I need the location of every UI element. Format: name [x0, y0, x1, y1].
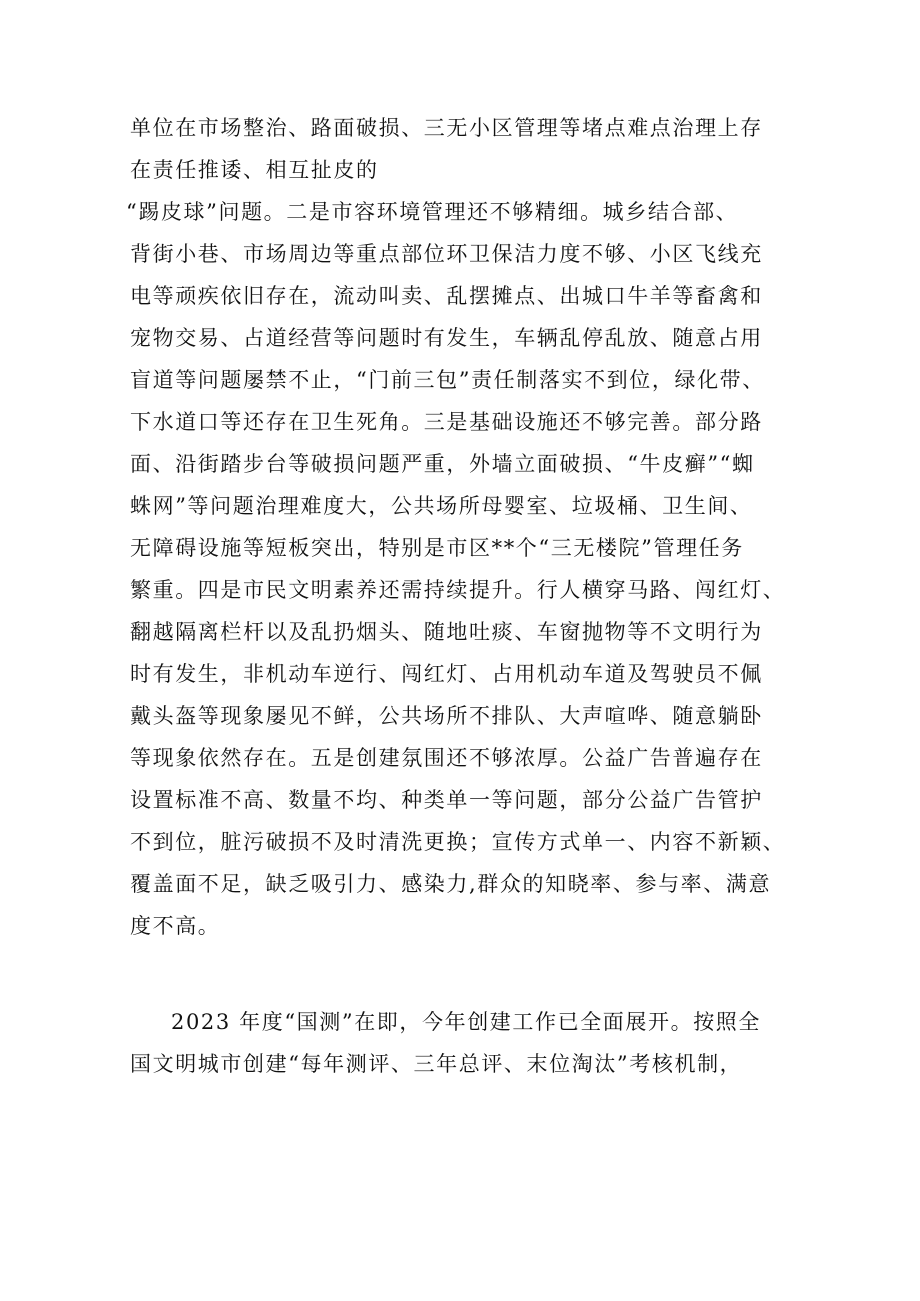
text-line-3: “踢皮球”问题。二是市容环境管理还不够精细。城乡结合部、	[126, 200, 739, 224]
text-line-10: 蛛网”等问题治理难度大，公共场所母婴室、垃圾桶、卫生间、	[130, 494, 753, 518]
text-line-14: 时有发生，非机动车逆行、闯红灯、占用机动车道及驾驶员不佩	[130, 662, 763, 686]
text-line-2: 在责任推诿、相互扯皮的	[130, 158, 379, 182]
text-line-5: 电等顽疾依旧存在，流动叫卖、乱摆摊点、出城口牛羊等畜禽和	[130, 284, 763, 308]
text-line-15: 戴头盔等现象屡见不鲜，公共场所不排队、大声喧哗、随意躺卧	[130, 704, 763, 728]
text-line-22: 国文明城市创建“每年测评、三年总评、末位淘汰”考核机制，	[130, 1052, 743, 1076]
text-line-20: 度不高。	[130, 914, 221, 938]
text-line-17: 设置标准不高、数量不均、种类单一等问题，部分公益广告管护	[130, 788, 763, 812]
text-line-18: 不到位，脏污破损不及时清洗更换；宣传方式单一、内容不新颖、	[130, 830, 786, 854]
text-line-1: 单位在市场整治、路面破损、三无小区管理等堵点难点治理上存	[130, 116, 763, 140]
text-line-16: 等现象依然存在。五是创建氛围还不够浓厚。公益广告普遍存在	[130, 746, 763, 770]
text-line-21: 2023 年度“国测”在即，今年创建工作已全面展开。按照全	[171, 1010, 761, 1034]
text-line-9: 面、沿街踏步台等破损问题严重，外墙立面破损、“牛皮癣”“蜘	[130, 452, 755, 476]
text-line-8: 下水道口等还存在卫生死角。三是基础设施还不够完善。部分路	[130, 410, 763, 434]
text-line-12: 繁重。四是市民文明素养还需持续提升。行人横穿马路、闯红灯、	[130, 578, 786, 602]
text-line-7: 盲道等问题屡禁不止，“门前三包”责任制落实不到位，绿化带、	[130, 368, 765, 392]
text-line-11: 无障碍设施等短板突出，特别是市区**个“三无楼院”管理任务	[130, 536, 744, 560]
text-line-13: 翻越隔离栏杆以及乱扔烟头、随地吐痰、车窗抛物等不文明行为	[130, 620, 763, 644]
text-line-19: 覆盖面不足，缺乏吸引力、感染力,群众的知晓率、参与率、满意	[130, 872, 772, 896]
text-line-6: 宠物交易、占道经营等问题时有发生，车辆乱停乱放、随意占用	[130, 326, 763, 350]
text-line-4: 背街小巷、市场周边等重点部位环卫保洁力度不够、小区飞线充	[130, 242, 763, 266]
